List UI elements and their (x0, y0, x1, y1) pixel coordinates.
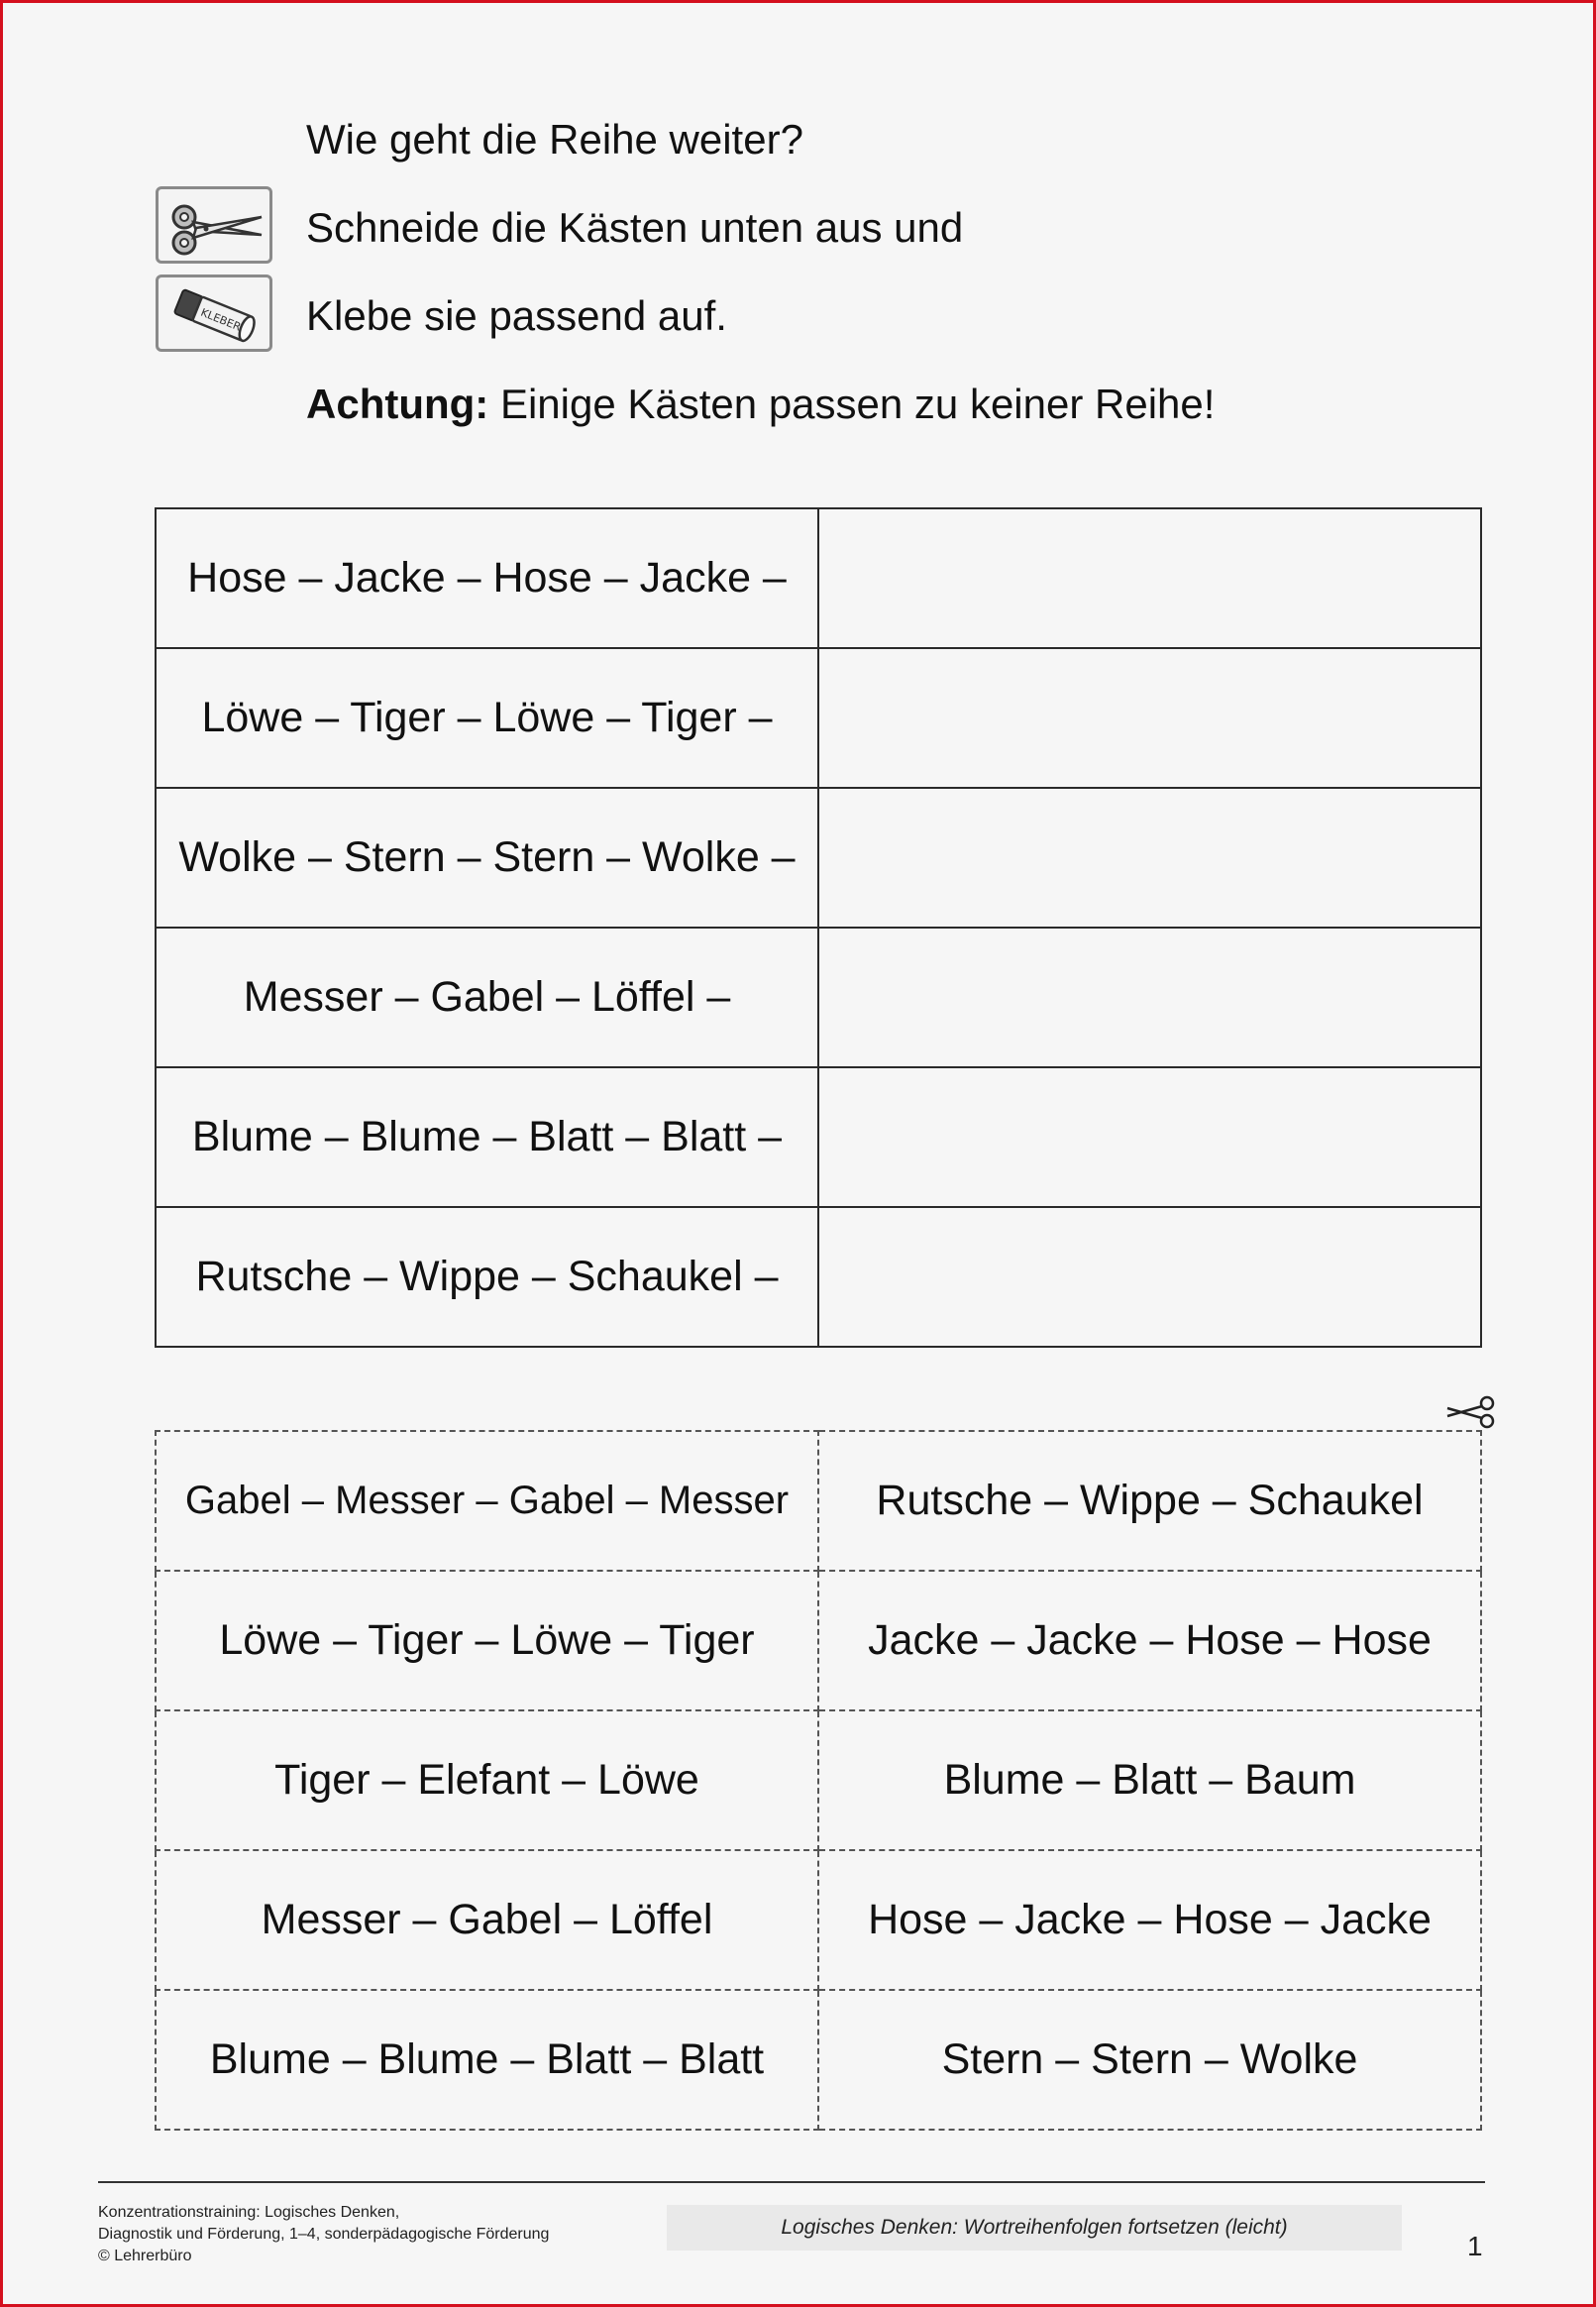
cutout-row (156, 1571, 1481, 1710)
sequence-row (156, 1207, 1481, 1347)
footer-topic: Logisches Denken: Wortreihenfolgen fortsetzen (leicht) (667, 2205, 1402, 2251)
cutout-card[interactable]: Messer – Gabel – Löffel (156, 1850, 818, 1990)
instruction-cut: Schneide die Kästen unten aus und (306, 204, 964, 251)
instruction-question: Wie geht die Reihe weiter? (306, 116, 803, 163)
cutout-card[interactable]: Tiger – Elefant – Löwe (156, 1710, 818, 1850)
footer-credits (98, 2202, 549, 2267)
warning-text: Einige Kästen passen zu keiner Reihe! (488, 381, 1216, 427)
footer-divider (98, 2181, 1485, 2183)
answer-slot (818, 788, 1481, 928)
cutout-card[interactable]: Blume – Blatt – Baum (818, 1710, 1481, 1850)
sequence-text: Hose – Jacke – Hose – Jacke – (156, 508, 818, 648)
cutout-row (156, 1850, 1481, 1990)
footer-copyright: © Lehrerbüro (98, 2248, 192, 2264)
instruction-warning (306, 381, 1216, 427)
sequence-text: Wolke – Stern – Stern – Wolke – (156, 788, 818, 928)
footer-line-1: Konzentrationstraining: Logisches Denken, (98, 2204, 400, 2221)
cutout-card[interactable]: Gabel – Messer – Gabel – Messer (156, 1431, 818, 1571)
footer-line-2: Diagnostik und Förderung, 1–4, sonderpädagogische Förderung (98, 2226, 550, 2243)
sequence-text: Löwe – Tiger – Löwe – Tiger – (156, 648, 818, 788)
sequence-text: Blume – Blume – Blatt – Blatt – (156, 1067, 818, 1207)
sequence-row (156, 788, 1481, 928)
warning-label: Achtung: (306, 381, 489, 427)
sequence-table (155, 507, 1482, 1348)
sequence-text: Rutsche – Wippe – Schaukel – (156, 1207, 818, 1347)
cutout-card[interactable]: Rutsche – Wippe – Schaukel (818, 1431, 1481, 1571)
cutout-row (156, 1431, 1481, 1571)
instruction-glue: Klebe sie passend auf. (306, 292, 727, 339)
scissors-icon (1445, 1394, 1497, 1430)
page-number: 1 (1467, 2231, 1483, 2261)
cutout-card[interactable]: Stern – Stern – Wolke (818, 1990, 1481, 2130)
answer-slot (818, 1067, 1481, 1207)
glue-stick-icon (166, 283, 266, 347)
cutout-row (156, 1710, 1481, 1850)
sequence-text: Messer – Gabel – Löffel – (156, 928, 818, 1067)
cutout-card[interactable]: Jacke – Jacke – Hose – Hose (818, 1571, 1481, 1710)
answer-slot (818, 648, 1481, 788)
sequence-row (156, 928, 1481, 1067)
sequence-row (156, 1067, 1481, 1207)
answer-slot (818, 508, 1481, 648)
answer-slot (818, 1207, 1481, 1347)
sequence-row (156, 648, 1481, 788)
svg-text:KLEBER: KLEBER (198, 305, 243, 334)
cutout-table (155, 1430, 1482, 2131)
scissors-icon (166, 195, 266, 259)
scissors-icon-box (156, 186, 272, 264)
cutout-card[interactable]: Hose – Jacke – Hose – Jacke (818, 1850, 1481, 1990)
answer-slot (818, 928, 1481, 1067)
glue-icon-box (156, 275, 272, 352)
cutout-card[interactable]: Löwe – Tiger – Löwe – Tiger (156, 1571, 818, 1710)
sequence-row (156, 508, 1481, 648)
cutout-row (156, 1990, 1481, 2130)
cutout-card[interactable]: Blume – Blume – Blatt – Blatt (156, 1990, 818, 2130)
